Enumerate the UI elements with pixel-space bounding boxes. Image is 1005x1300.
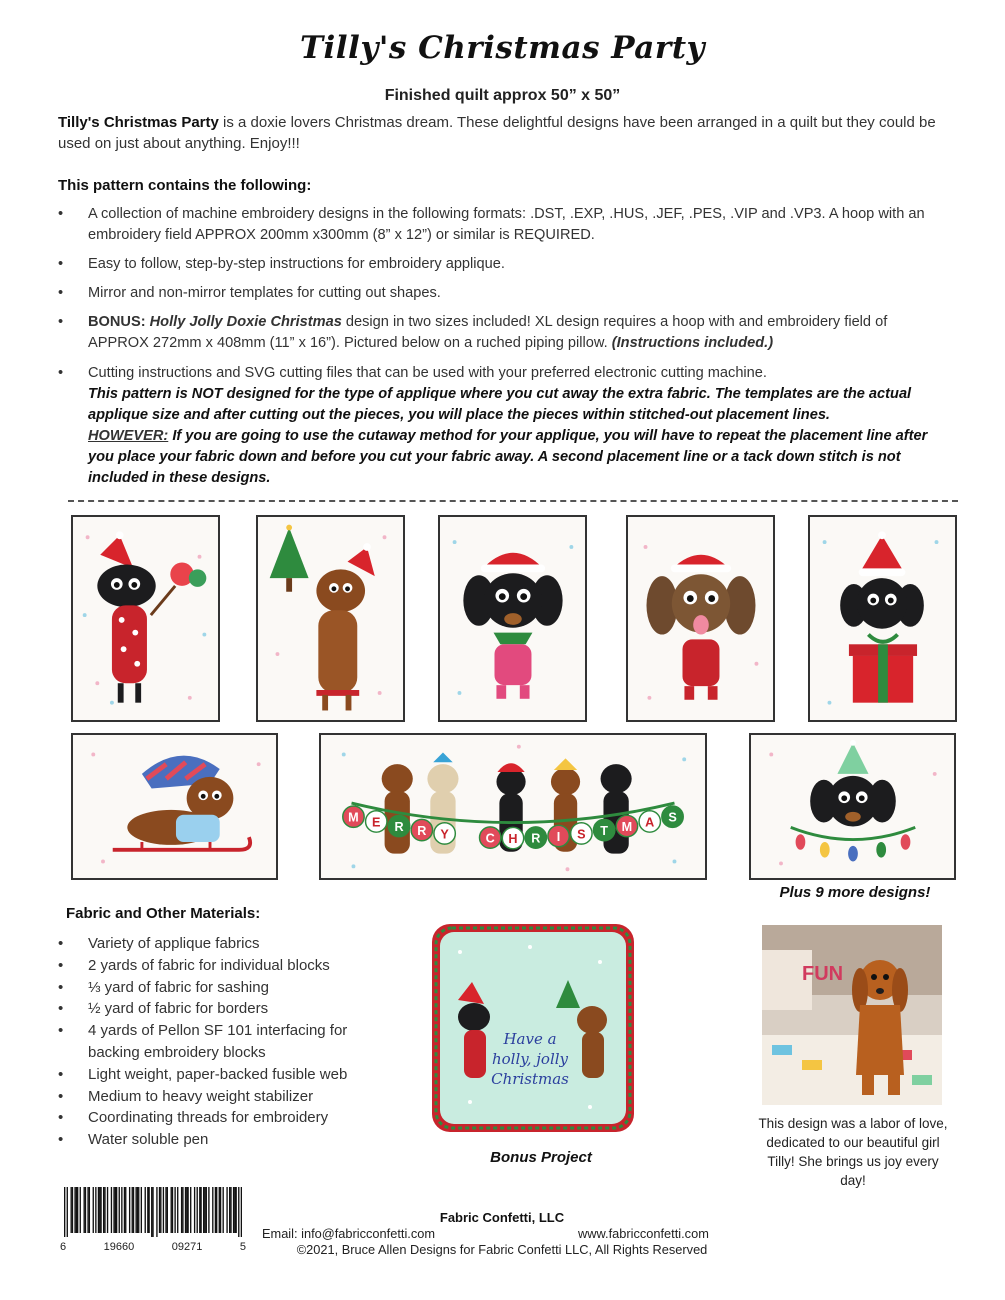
list-item: • Light weight, paper-backed fusible web [58, 1064, 398, 1086]
barcode-bar [64, 1187, 65, 1237]
barcode-bar [233, 1187, 234, 1233]
lights-dog-illustration [751, 735, 954, 878]
bullet-formats [58, 204, 948, 246]
sweater-dog-illustration [440, 517, 585, 720]
barcode-bar [171, 1187, 172, 1233]
barcode-bar [103, 1187, 104, 1233]
materials-heading: Fabric and Other Materials: [66, 905, 261, 922]
barcode-bar [95, 1187, 96, 1233]
barcode-bar [197, 1187, 198, 1233]
barcode-digit: 5 [239, 1241, 246, 1253]
barcode [64, 1187, 242, 1237]
barcode-bar [147, 1187, 148, 1233]
barcode-bar [212, 1187, 213, 1233]
brown-dog-illustration [628, 517, 773, 720]
barcode-bar [100, 1187, 101, 1233]
quilt-block-tree-dog [256, 515, 405, 722]
barcode-bar [98, 1187, 99, 1233]
barcode-bar [80, 1187, 81, 1233]
bullet-instructions-text: • Easy to follow, step-by-step instructions for embroidery applique. [58, 254, 948, 275]
barcode-bar [206, 1187, 207, 1233]
barcode-bar [160, 1187, 161, 1233]
barcode-bar [236, 1187, 237, 1233]
list-item: • 4 yards of Pellon SF 101 interfacing for backing embroidery blocks [58, 1020, 398, 1064]
barcode-bar [74, 1187, 75, 1233]
pillow-text-line1: Have a [503, 1030, 557, 1048]
barcode-bar [129, 1187, 130, 1233]
banner-letter: I [556, 829, 561, 844]
bullet-templates-text: • Mirror and non-mirror templates for cutting out shapes. [58, 283, 948, 304]
barcode-bar [87, 1187, 88, 1233]
banner-letter: S [577, 827, 586, 842]
barcode-bar [234, 1187, 235, 1233]
barcode-bar [99, 1187, 100, 1233]
bonus-pillow-image [430, 922, 636, 1134]
banner-letter: S [668, 810, 677, 825]
dashed-divider [68, 500, 958, 502]
barcode-bar [185, 1187, 186, 1233]
barcode-bar [93, 1187, 94, 1233]
barcode-bar [132, 1187, 133, 1233]
barcode-digit: 6 [60, 1241, 67, 1253]
barcode-bar [145, 1187, 146, 1233]
barcode-bar [167, 1187, 168, 1233]
list-item: • Variety of applique fabrics [58, 933, 398, 955]
banner-letter: Y [440, 827, 449, 842]
barcode-digit: 19660 [103, 1241, 135, 1253]
banner-letter: M [348, 810, 359, 825]
list-item: • Medium to heavy weight stabilizer [58, 1086, 398, 1108]
barcode-bar [229, 1187, 230, 1233]
intro-paragraph [58, 112, 948, 154]
barcode-bar [219, 1187, 220, 1233]
footer-company: Fabric Confetti, LLC [439, 1210, 565, 1225]
barcode-bar [220, 1187, 221, 1233]
list-item: • Coordinating threads for embroidery [58, 1107, 398, 1129]
barcode-bar [104, 1187, 105, 1233]
pillow-illustration [430, 922, 636, 1134]
candy-dog-illustration [73, 517, 218, 720]
quilt-block-merry-christmas-banner [319, 733, 707, 880]
banner-letter: T [600, 823, 609, 838]
barcode-bar [72, 1187, 73, 1233]
photo-sign-text: FUN [802, 963, 844, 985]
barcode-bar [174, 1187, 175, 1233]
barcode-bar [148, 1187, 149, 1233]
list-item: • Water soluble pen [58, 1129, 398, 1151]
intro-text: is a doxie lovers Christmas dream. These delightful designs have been arranged in a quilt but they could be used on just about anything. Enjoy!!! [58, 114, 936, 152]
bullet-instructions [58, 254, 948, 275]
barcode-bar [186, 1187, 187, 1233]
banner-letter: C [485, 831, 495, 846]
barcode-bar [138, 1187, 139, 1233]
barcode-bar [226, 1187, 227, 1233]
list-item: • ½ yard of fabric for borders [58, 998, 398, 1020]
footer-website: www.fabricconfetti.com [578, 1226, 709, 1241]
barcode-bar [151, 1187, 152, 1237]
barcode-bar [116, 1187, 117, 1233]
quilt-block-sled-dog [71, 733, 278, 880]
barcode-bar [111, 1187, 112, 1233]
sled-dog-illustration [73, 735, 276, 878]
tilly-dog-photo-illustration [762, 925, 942, 1105]
however-text: If you are going to use the cutaway method for your applique, you will have to repeat the placement line after you place your fabric down and before you cut your fabric away. A second placement line or a tack down stitch is not included in these designs. [88, 428, 928, 486]
barcode-bar [177, 1187, 178, 1233]
barcode-bar [208, 1187, 209, 1233]
barcode-bar [77, 1187, 78, 1233]
barcode-bar [125, 1187, 126, 1233]
barcode-bar [203, 1187, 204, 1233]
barcode-bar [194, 1187, 195, 1233]
cutting-note: This pattern is NOT designed for the type of applique where you cut away the extra fabric. The templates are the actual applique size and after cutting out the pieces, you will place the pieces within stitched-out placement lines. [88, 386, 912, 423]
barcode-bar [119, 1187, 120, 1233]
barcode-bar [172, 1187, 173, 1233]
barcode-bar [187, 1187, 188, 1233]
barcode-bar [156, 1187, 157, 1237]
bullet-bonus [58, 312, 948, 354]
bullet-cutting-text [58, 363, 948, 489]
barcode-bar [241, 1187, 242, 1237]
banner-letter: H [508, 831, 518, 846]
banner-letter: A [645, 815, 655, 830]
banner-letter: M [621, 819, 633, 834]
quilt-block-candy-dog [71, 515, 220, 722]
quilt-size: Finished quilt approx 50” x 50” [384, 87, 621, 104]
materials-list [58, 933, 398, 1151]
barcode-bar [76, 1187, 77, 1233]
barcode-bar [137, 1187, 138, 1233]
barcode-bar [71, 1187, 72, 1233]
barcode-bar [159, 1187, 160, 1233]
quilt-block-sweater-dog [438, 515, 587, 722]
quilt-block-gift-dog [808, 515, 957, 722]
more-designs-note: Plus 9 more designs! [779, 884, 931, 901]
banner-letter: E [372, 815, 381, 830]
bonus-description: design in two sizes included! XL design requires a hoop with and embroidery field of APPROX 272mm x 408mm (11” x 16”). Pictured below on a ruched piping pillow. [88, 314, 888, 351]
barcode-bar [199, 1187, 200, 1233]
barcode-bar [113, 1187, 114, 1233]
quilt-block-lights-dog [749, 733, 956, 880]
page-title: Tilly's Christmas Party [299, 30, 706, 66]
barcode-bar [163, 1187, 164, 1233]
barcode-bar [216, 1187, 217, 1233]
pillow-text-line2: holly, jolly [491, 1050, 569, 1068]
gift-dog-illustration [810, 517, 955, 720]
barcode-bar [141, 1187, 142, 1233]
barcode-number [60, 1241, 246, 1253]
barcode-bar [215, 1187, 216, 1233]
barcode-bar [115, 1187, 116, 1233]
barcode-bar [85, 1187, 86, 1233]
tree-dog-illustration [258, 517, 403, 720]
barcode-bar [133, 1187, 134, 1233]
footer-email: Email: info@fabricconfetti.com [262, 1226, 436, 1241]
barcode-bar [204, 1187, 205, 1233]
footer-copyright: ©2021, Bruce Allen Designs for Fabric Confetti LLC, All Rights Reserved [296, 1242, 708, 1257]
barcode-bar [83, 1187, 84, 1233]
barcode-bar [67, 1187, 68, 1237]
barcode-bar [223, 1187, 224, 1233]
bonus-note: (Instructions included.) [611, 335, 774, 351]
barcode-bar [182, 1187, 183, 1233]
list-item: • ⅓ yard of fabric for sashing [58, 977, 398, 999]
list-item: • 2 yards of fabric for individual blocks [58, 955, 398, 977]
bullet-formats-text: • A collection of machine embroidery designs in the following formats: .DST, .EXP, .HUS, .JEF, .PES, .VIP and .VP3. A hoop with an embroidery field APPROX 200mm x300mm (8” x 12”) or similar is REQUIRED. [58, 204, 948, 246]
barcode-bar [107, 1187, 108, 1233]
barcode-bar [238, 1187, 239, 1237]
bullet-bonus-text [58, 312, 948, 354]
bonus-label: BONUS: [88, 314, 150, 330]
contains-heading: This pattern contains the following: [58, 177, 312, 194]
tilly-caption: This design was a labor of love, dedicated to our beautiful girl Tilly! She brings us joy every day! [758, 1116, 948, 1188]
banner-letter: R [531, 831, 541, 846]
intro-name: Tilly's Christmas Party [58, 114, 219, 131]
tilly-photo [762, 925, 942, 1105]
quilt-block-brown-dog [626, 515, 775, 722]
barcode-bar [135, 1187, 136, 1233]
barcode-bar [165, 1187, 166, 1233]
pillow-text-line3: Christmas [491, 1070, 569, 1088]
barcode-bar [124, 1187, 125, 1233]
bonus-project-caption: Bonus Project [490, 1149, 592, 1166]
banner-letter: R [394, 819, 404, 834]
bullet-templates [58, 283, 948, 304]
cutting-text: Cutting instructions and SVG cutting files that can be used with your preferred electronic cutting machine. [88, 365, 767, 381]
barcode-bar [89, 1187, 90, 1233]
barcode-bar [190, 1187, 191, 1233]
banner-letter: R [417, 823, 427, 838]
barcode-bar [152, 1187, 153, 1237]
barcode-bar [121, 1187, 122, 1233]
however-label: HOWEVER: [88, 428, 169, 444]
banner-dogs-illustration [321, 735, 705, 878]
bullet-cutting [58, 363, 948, 489]
bonus-design-name: Holly Jolly Doxie Christmas [149, 314, 342, 330]
barcode-bar [200, 1187, 201, 1233]
barcode-digit: 09271 [171, 1241, 203, 1253]
barcode-bar [230, 1187, 231, 1233]
barcode-bar [181, 1187, 182, 1233]
